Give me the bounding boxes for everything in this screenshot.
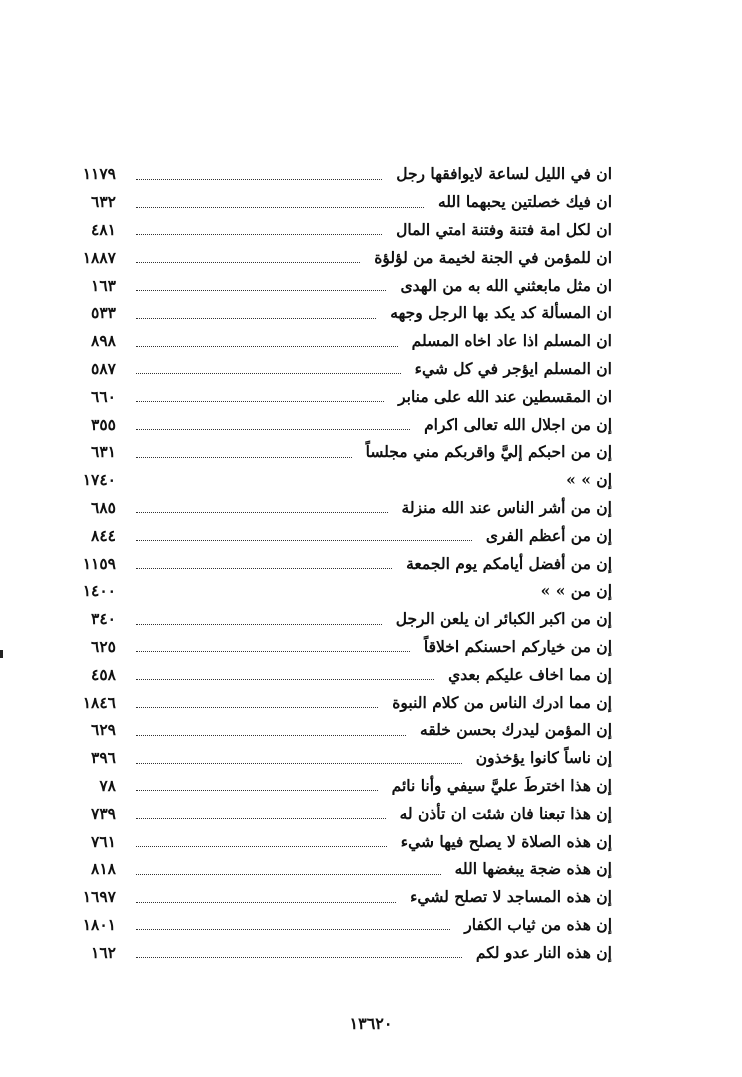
entry-page-number: ٦٦٠ — [91, 386, 116, 406]
index-entry — [72, 883, 612, 911]
index-entry — [72, 382, 612, 410]
entry-text: إن مما ادرك الناس من كلام النبوة — [392, 692, 612, 712]
dot-leader — [136, 735, 406, 736]
entry-page-number: ٥٨٧ — [91, 358, 116, 378]
dot-leader — [136, 207, 424, 208]
entry-page-number: ٦٣٢ — [91, 192, 116, 212]
entry-page-number: ٨٩٨ — [91, 331, 116, 351]
entry-text: إن ناساً كانوا يؤخذون — [475, 748, 612, 768]
index-entry — [72, 438, 612, 466]
entry-text: إن » » — [566, 470, 612, 490]
index-entry — [72, 633, 612, 661]
dot-leader — [136, 874, 441, 875]
entry-text: إن هذه الصلاة لا يصلح فيها شيء — [400, 831, 612, 851]
entry-page-number: ٤٥٨ — [91, 664, 116, 684]
dot-leader — [136, 346, 398, 347]
entry-text: إن المؤمن ليدرك بحسن خلقه — [420, 720, 612, 740]
entry-text: إن من » » — [540, 581, 612, 601]
index-entry — [72, 216, 612, 244]
entry-page-number: ٧٣٩ — [91, 803, 116, 823]
dot-leader — [136, 540, 472, 541]
index-entry — [72, 521, 612, 549]
index-entry — [72, 855, 612, 883]
dot-leader — [136, 429, 410, 430]
index-entry — [72, 577, 612, 605]
entry-text: إن من اكبر الكبائر ان يلعن الرجل — [395, 609, 612, 629]
entry-text: ان المسلم اذا عاد اخاه المسلم — [411, 331, 612, 351]
index-entry — [72, 327, 612, 355]
index-entry — [72, 938, 612, 966]
entry-page-number: ٣٤٠ — [91, 609, 116, 629]
dot-leader — [136, 401, 384, 402]
entry-text: ان في الليل لساعة لايوافقها رجل — [396, 164, 612, 184]
entry-page-number: ١٤٠٠ — [82, 581, 116, 601]
entry-text: ان المسألة كد يكد بها الرجل وجهه — [390, 303, 612, 323]
index-entry — [72, 271, 612, 299]
entry-page-number: ٧٨ — [99, 775, 116, 795]
dot-leader — [136, 290, 386, 291]
entry-text: إن من اجلال الله تعالى اكرام — [424, 414, 612, 434]
index-entry — [72, 243, 612, 271]
entry-text: ان المسلم ايؤجر في كل شيء — [414, 358, 612, 378]
margin-mark — [0, 650, 3, 658]
index-entry — [72, 299, 612, 327]
entry-text: إن هذا تبعنا فان شئت ان تأذن له — [399, 803, 612, 823]
entry-text: إن هذه ضجة يبغضها الله — [454, 859, 612, 879]
entry-page-number: ١٨٠١ — [82, 914, 116, 934]
dot-leader — [136, 512, 388, 513]
index-entry — [72, 355, 612, 383]
entry-page-number: ٥٣٣ — [91, 303, 116, 323]
index-entry — [72, 716, 612, 744]
entry-page-number: ١١٥٩ — [82, 553, 116, 573]
index-entry — [72, 188, 612, 216]
entry-text: ان للمؤمن في الجنة لخيمة من لؤلؤة — [374, 247, 612, 267]
dot-leader — [136, 457, 352, 458]
entry-page-number: ٦٨٥ — [91, 497, 116, 517]
entry-page-number: ١٧٤٠ — [82, 470, 116, 490]
dot-leader — [136, 790, 378, 791]
index-entry — [72, 744, 612, 772]
entry-text: إن من احبكم إليَّ واقربكم مني مجلساً — [365, 442, 612, 462]
index-entry — [72, 799, 612, 827]
dot-leader — [136, 262, 360, 263]
entry-page-number: ١١٧٩ — [82, 164, 116, 184]
dot-leader — [136, 373, 401, 374]
page-number: ١٣٦٢٠ — [349, 1014, 393, 1033]
dot-leader — [136, 234, 382, 235]
entry-page-number: ١٨٨٧ — [82, 247, 116, 267]
entry-page-number: ٦٢٩ — [91, 720, 116, 740]
index-entry — [72, 911, 612, 939]
dot-leader — [136, 679, 434, 680]
entry-page-number: ١٦٩٧ — [82, 887, 116, 907]
entry-text: ان مثل مابعثني الله به من الهدى — [400, 275, 612, 295]
entry-page-number: ٦٢٥ — [91, 636, 116, 656]
dot-leader — [136, 707, 378, 708]
dot-leader — [136, 818, 386, 819]
entry-page-number: ٣٥٥ — [91, 414, 116, 434]
index-entry — [72, 605, 612, 633]
index-entry — [72, 160, 612, 188]
entry-page-number: ١٨٤٦ — [82, 692, 116, 712]
dot-leader — [136, 846, 387, 847]
index-entry — [72, 772, 612, 800]
dot-leader — [136, 763, 462, 764]
entry-text: إن من أفضل أيامكم يوم الجمعة — [406, 553, 612, 573]
entry-text: إن هذه النار عدو لكم — [475, 942, 612, 962]
entry-page-number: ٨١٨ — [91, 859, 116, 879]
entry-text: ان المقسطين عند الله على منابر — [398, 386, 612, 406]
dot-leader — [136, 624, 382, 625]
entry-page-number: ١٦٣ — [91, 275, 116, 295]
dot-leader — [136, 929, 450, 930]
entry-page-number: ٣٩٦ — [91, 748, 116, 768]
entry-page-number: ٦٣١ — [91, 442, 116, 462]
index-entry — [72, 660, 612, 688]
entry-text: ان فيك خصلتين يحبهما الله — [437, 192, 612, 212]
index-entry — [72, 466, 612, 494]
entry-page-number: ٨٤٤ — [91, 525, 116, 545]
entry-text: إن من أشر الناس عند الله منزلة — [401, 497, 612, 517]
index-entry — [72, 827, 612, 855]
entry-text: إن من خياركم احسنكم اخلاقاً — [423, 636, 612, 656]
dot-leader — [136, 179, 382, 180]
index-list — [72, 160, 612, 966]
entry-text: إن هذه من ثياب الكفار — [464, 914, 612, 934]
entry-text: ان لكل امة فتنة وفتنة امتي المال — [396, 219, 612, 239]
dot-leader — [136, 651, 410, 652]
dot-leader — [136, 568, 392, 569]
dot-leader — [136, 957, 462, 958]
entry-page-number: ٧٦١ — [91, 831, 116, 851]
index-entry — [72, 494, 612, 522]
dot-leader — [136, 902, 396, 903]
entry-text: إن من أعظم الفرى — [485, 525, 612, 545]
entry-text: إن هذا اخترطَ عليَّ سيفي وأنا نائم — [391, 775, 612, 795]
index-entry — [72, 410, 612, 438]
dot-leader — [136, 318, 376, 319]
entry-text: إن مما اخاف عليكم بعدي — [448, 664, 612, 684]
entry-page-number: ١٦٢ — [91, 942, 116, 962]
index-entry — [72, 688, 612, 716]
entry-page-number: ٤٨١ — [91, 219, 116, 239]
entry-text: إن هذه المساجد لا تصلح لشيء — [410, 887, 612, 907]
index-entry — [72, 549, 612, 577]
